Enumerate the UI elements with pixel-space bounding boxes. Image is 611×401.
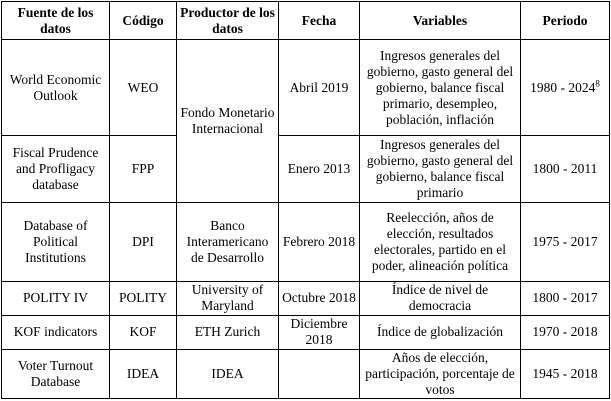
cell-variables: Índice de globalización: [360, 315, 521, 349]
table-row: [2, 203, 610, 281]
cell-codigo: WEO: [110, 40, 177, 136]
cell-variables: Índice de nivel de democracia: [360, 281, 521, 315]
cell-fuente: World Economic Outlook: [2, 40, 110, 136]
cell-codigo: KOF: [110, 315, 177, 349]
cell-variables: Reelección, años de elección, resultados electorales, partido en el poder, alineación política: [360, 203, 521, 281]
cell-codigo: DPI: [110, 203, 177, 281]
cell-variables: Ingresos generales del gobierno, gasto general del gobierno, balance fiscal primario: [360, 136, 521, 203]
header-variables: Variables: [360, 2, 521, 40]
cell-codigo: IDEA: [110, 349, 177, 398]
cell-periodo: 1945 - 2018: [521, 349, 610, 398]
cell-fuente: Database of Political Institutions: [2, 203, 110, 281]
header-codigo: Código: [110, 2, 177, 40]
data-sources-table: [1, 1, 610, 399]
cell-fecha: Febrero 2018: [279, 203, 360, 281]
cell-codigo: FPP: [110, 136, 177, 203]
cell-periodo: 1800 - 2011: [521, 136, 610, 203]
header-periodo: Periodo: [521, 2, 610, 40]
cell-productor: Banco Interamericano de Desarrollo: [177, 203, 279, 281]
cell-periodo: 1800 - 2017: [521, 281, 610, 315]
cell-periodo: 1975 - 2017: [521, 203, 610, 281]
header-fuente: Fuente de los datos: [2, 2, 110, 40]
cell-variables: Años de elección, participación, porcentaje de votos: [360, 349, 521, 398]
cell-fecha: Abril 2019: [279, 40, 360, 136]
header-row: [2, 2, 610, 40]
cell-productor: Fondo Monetario Internacional: [177, 40, 279, 203]
cell-fecha: Diciembre 2018: [279, 315, 360, 349]
table-row: [2, 40, 610, 136]
footnote-marker: 8: [595, 78, 600, 89]
table-row: [2, 281, 610, 315]
cell-productor: University of Maryland: [177, 281, 279, 315]
cell-fuente: Fiscal Prudence and Profligacy database: [2, 136, 110, 203]
table-row: [2, 136, 610, 203]
cell-fuente: POLITY IV: [2, 281, 110, 315]
cell-productor: IDEA: [177, 349, 279, 398]
cell-fecha: Octubre 2018: [279, 281, 360, 315]
table-row: [2, 349, 610, 398]
periodo-value: 1980 - 2024: [530, 79, 596, 95]
table-row: [2, 315, 610, 349]
cell-fecha: Enero 2013: [279, 136, 360, 203]
cell-fecha: [279, 349, 360, 398]
cell-codigo: POLITY: [110, 281, 177, 315]
cell-variables: Ingresos generales del gobierno, gasto general del gobierno, balance fiscal primario, desempleo, población, inflación: [360, 40, 521, 136]
cell-periodo: [521, 40, 610, 136]
cell-fuente: KOF indicators: [2, 315, 110, 349]
cell-fuente: Voter Turnout Database: [2, 349, 110, 398]
header-productor: Productor de los datos: [177, 2, 279, 40]
cell-periodo: 1970 - 2018: [521, 315, 610, 349]
header-fecha: Fecha: [279, 2, 360, 40]
cell-productor: ETH Zurich: [177, 315, 279, 349]
